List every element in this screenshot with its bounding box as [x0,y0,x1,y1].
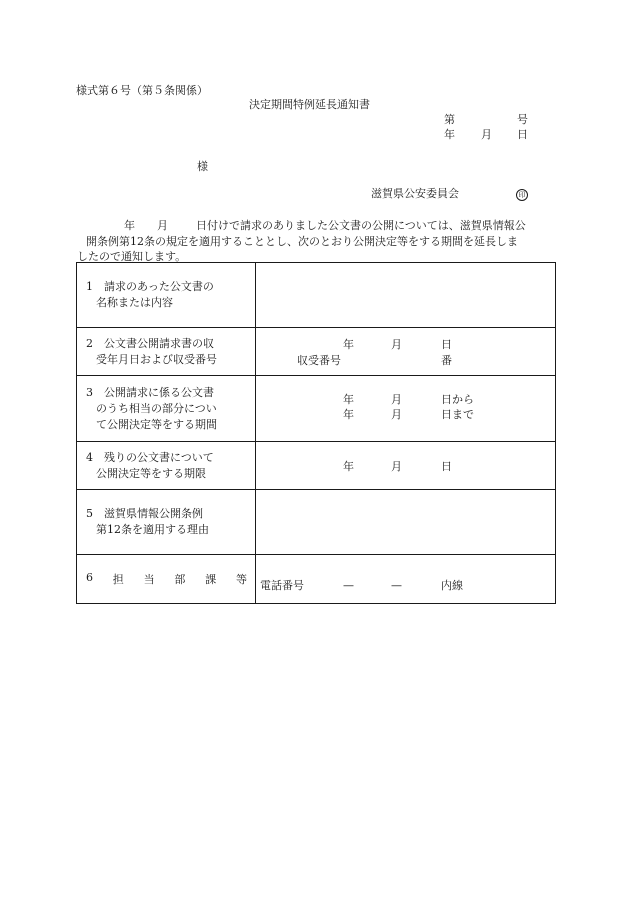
label-line: 公開決定等をする期限 [96,466,206,480]
label-char: 課 [205,573,217,586]
table-row [77,490,556,555]
sender-name: 滋賀県公安委員会 [371,187,459,200]
label-char: 当 [143,573,155,586]
department-label [86,571,247,587]
period-to-month: 月 [391,408,402,421]
table-row [77,555,556,604]
date-day: 日 [517,128,528,141]
date-year: 年 [444,128,455,141]
doc-number-prefix: 第 [444,113,455,126]
phone-label: 電話番号 [260,579,304,592]
period-from-month: 月 [391,393,402,406]
label-line: 名称または内容 [96,296,173,309]
table-row [77,376,556,442]
value-deadline [256,442,556,490]
table-row [77,442,556,490]
para-year: 年 [124,219,135,232]
table-row [77,328,556,376]
receipt-number-suffix: 番 [441,354,452,367]
period-to-year: 年 [343,408,354,421]
value-reason [256,490,556,555]
table-row [77,263,556,328]
date-month: 月 [481,128,492,141]
value-document-name [256,263,556,328]
label-line: 第12条を適用する理由 [96,523,209,536]
label-char: 部 [174,573,186,586]
label-line: 3 公開請求に係る公文書 [86,385,214,399]
form-number: 様式第６号（第５条関係） [76,84,208,97]
label-char: 担 [112,573,124,586]
receipt-month: 月 [391,338,402,351]
value-period [256,376,556,442]
period-from-day: 日から [441,393,474,406]
label-line: て公開決定等をする期間 [96,417,217,431]
label-char: 等 [235,573,247,586]
label-line: のうち相当の部分につい [96,401,217,415]
paragraph-line-3: したので通知します。 [77,250,187,263]
para-text-1: 日付けで請求のありました公文書の公開については、滋賀県情報公 [196,219,526,232]
document-title: 決定期間特例延長通知書 [249,98,370,111]
value-receipt [256,328,556,376]
label-line: 4 残りの公文書について [86,450,214,464]
para-month: 月 [157,219,168,232]
receipt-number-label: 収受番号 [297,354,341,367]
deadline-year: 年 [343,460,354,473]
deadline-month: 月 [391,460,402,473]
row-label-reason [77,490,256,555]
paragraph-line-1 [77,218,555,234]
period-from-year: 年 [343,393,354,406]
phone-dash-2: — [391,579,402,592]
notice-form-table [76,262,556,604]
doc-number-suffix: 号 [517,113,528,126]
notice-paragraph [77,218,555,265]
label-line: 受年月日および収受番号 [96,352,217,366]
phone-dash-1: — [343,579,354,592]
row-label-document-name [77,263,256,328]
paragraph-line-2: 開条例第12条の規定を適用することとし、次のとおり公開決定等をする期間を延長しま [86,234,518,248]
row-label-deadline [77,442,256,490]
row-label-period [77,376,256,442]
seal-mark: 印 [516,189,528,201]
addressee-honorific: 様 [197,160,208,173]
deadline-day: 日 [441,460,452,473]
row-label-receipt [77,328,256,376]
label-line: 5 滋賀県情報公開条例 [86,507,203,520]
label-line: 2 公文書公開請求書の収 [86,336,214,350]
period-to-day: 日まで [441,408,474,421]
row-label-department [77,555,256,604]
receipt-day: 日 [441,338,452,351]
receipt-year: 年 [343,338,354,351]
value-department [256,555,556,604]
label-line: 1 請求のあった公文書の [86,280,214,293]
extension-label: 内線 [441,579,463,592]
label-char: 6 [86,571,93,584]
sender-seal [516,188,528,201]
